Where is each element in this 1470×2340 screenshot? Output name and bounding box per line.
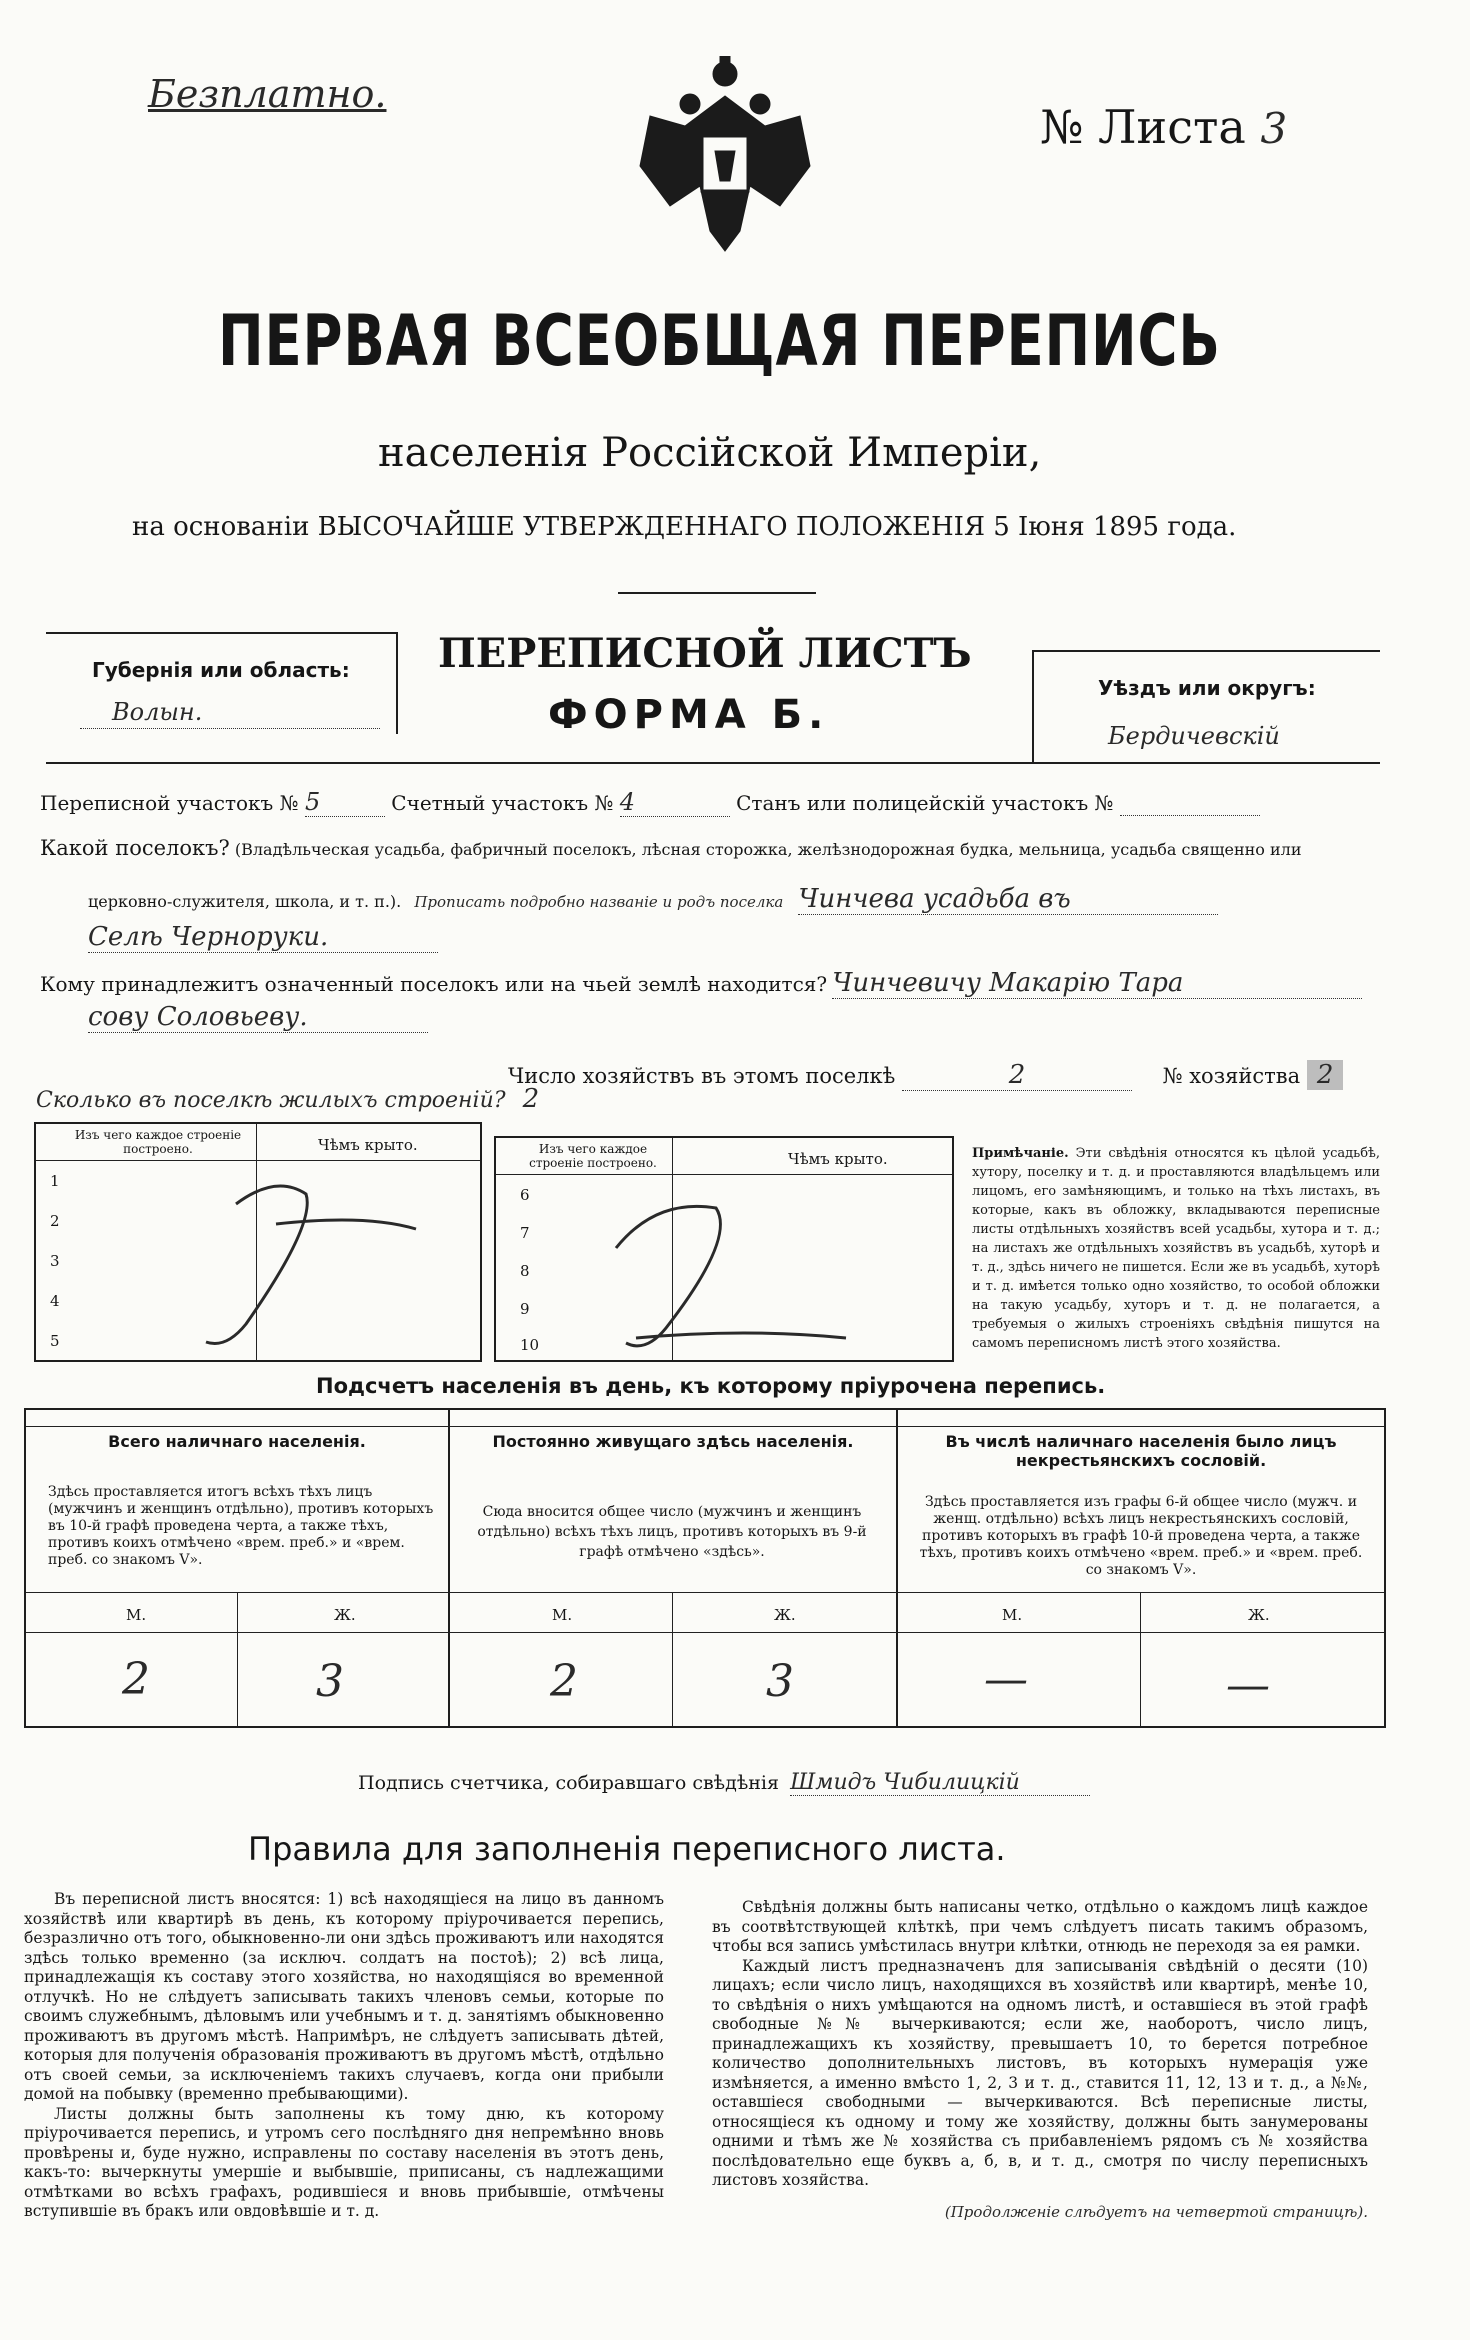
count-value-f-permanent: 3 — [766, 1656, 794, 1707]
row-num-7: 7 — [520, 1224, 530, 1242]
col-building-left: Изъ чего каждое строеніе построено. — [74, 1128, 242, 1156]
imperial-eagle-emblem — [630, 56, 820, 256]
signature-label: Подпись счетчика, собиравшаго свѣдѣнія — [358, 1772, 779, 1794]
note-heading: Примѣчаніе. — [972, 1146, 1069, 1161]
rules-left-paragraph-1: Въ переписной листъ вносятся: 1) всѣ находящіеся на лицо въ данномъ хозяйствѣ или квартирѣ въ день, къ которому пріурочивается перепись, безразлично отъ того, обыкновенно-ли они здѣсь проживаютъ или находятся здѣсь только временно (за исключ. солдатъ на постоѣ); 2) всѣ лица, принадлежащія къ составу этого хозяйства, но находящіяся во временной отлучкѣ. Но не слѣдуетъ записывать такихъ членовъ семьи, которые по своимъ служебнымъ, дѣловымъ или учебнымъ и т. д. занятіямъ обыкновенно проживаютъ въ другомъ мѣстѣ. Напримѣръ, не слѣдуетъ записывать дѣтей, которыя для полученія образованія проживаютъ въ другомъ мѣстѣ, отдѣльно отъ своей семьи, за исключеніемъ такихъ случаевъ, когда они прибыли домой на побывку (временно пребывающими). — [24, 1890, 664, 2103]
uezd-label: Уѣздъ или округъ: — [1098, 676, 1316, 700]
row-num-2: 2 — [50, 1212, 60, 1230]
households-label: Число хозяйствъ въ этомъ поселкѣ — [508, 1064, 896, 1088]
note — [972, 1144, 1380, 1353]
row-num-10: 10 — [520, 1336, 540, 1354]
row-num-3: 3 — [50, 1252, 60, 1270]
guberniya-value: Волын. — [112, 698, 203, 726]
settlement-hint-2: церковно-служителя, школа, и т. п.). — [88, 892, 402, 911]
count-value-f-nonpeasant: — — [1226, 1660, 1270, 1711]
row-num-4: 4 — [50, 1292, 60, 1310]
count-col1-text: Здѣсь проставляется итогъ всѣхъ тѣхъ лицъ (мужчинъ и женщинъ отдѣльно), противъ которыхъ въ 10-й графѣ проведена черта, а также тѣхъ, противъ коихъ отмѣчено «врем. преб.» и «врем. преб. со знакомъ V». — [48, 1484, 434, 1568]
m-label-1: М. — [126, 1606, 147, 1624]
census-district-label: Переписной участокъ № — [40, 791, 299, 815]
stan-label: Станъ или полицейскій участокъ № — [736, 791, 1114, 815]
divider — [618, 592, 816, 594]
settlement-value-1: Чинчева усадьба въ — [798, 884, 1218, 915]
signature-row — [358, 1770, 1090, 1796]
form-label: ФОРМА Б. — [548, 692, 830, 738]
sheet-number-value: 3 — [1260, 104, 1288, 153]
f-label-1: Ж. — [334, 1606, 356, 1624]
owner-value-1: Чинчевичу Макарію Тара — [832, 968, 1362, 999]
f-label-3: Ж. — [1248, 1606, 1270, 1624]
dash-mark-left — [116, 1164, 446, 1354]
counting-district-label: Счетный участокъ № — [391, 791, 614, 815]
households-row — [508, 1060, 1343, 1091]
owner-row — [40, 968, 1362, 999]
basis-line: на основаніи ВЫСОЧАЙШЕ УТВЕРЖДЕННАГО ПОЛОЖЕНІЯ 5 Іюня 1895 года. — [132, 512, 1237, 542]
settlement-question: Какой поселокъ? — [40, 836, 230, 860]
rules-left-column — [24, 1890, 664, 2222]
col-building-right: Изъ чего каждое строеніе построено. — [529, 1142, 657, 1170]
settlement-row-2 — [88, 884, 1380, 915]
col-roof-left: Чѣмъ крыто. — [318, 1136, 418, 1154]
count-value-f-total: 3 — [316, 1656, 344, 1707]
owner-question: Кому принадлежитъ означенный поселокъ или на чьей землѣ находится? — [40, 972, 828, 996]
sheet-number-label: № Листа — [1040, 100, 1246, 154]
count-col3-text: Здѣсь проставляется изъ графы 6-й общее число (мужч. и женщ. отдѣльно) всѣхъ лицъ некрестьянскихъ сословій, противъ которыхъ въ графѣ 10-й проведена черта, а также тѣхъ, противъ коихъ отмѣчено «врем. преб.» и «врем. преб. со знакомъ V». — [919, 1494, 1363, 1578]
households-value: 2 — [902, 1060, 1132, 1091]
districts-row — [40, 788, 1260, 817]
settlement-value-2: Селѣ Черноруки. — [88, 922, 438, 953]
counting-district-value: 4 — [620, 788, 730, 817]
census-district-value: 5 — [305, 788, 385, 817]
rules-continued-note: (Продолженіе слѣдуетъ на четвертой страницѣ). — [944, 2202, 1368, 2221]
guberniya-box — [46, 632, 398, 734]
f-label-2: Ж. — [774, 1606, 796, 1624]
count-table — [24, 1408, 1386, 1728]
rules-left-paragraph-2: Листы должны быть заполнены къ тому дню, къ которому пріурочивается перепись, и утромъ сего послѣдняго дня непремѣнно вновь провѣрены и, буде нужно, исправлены по составу населенія въ этотъ день, какъ-то: вычеркнуты умершіе и выбывшіе, приписаны, съ надлежащими отмѣтками во всѣхъ графахъ, родившіеся и вновь прибывшіе, отмѣчены вступившіе въ бракъ или овдовѣвшіе и т. д. — [24, 2104, 664, 2220]
count-heading: Подсчетъ населенія въ день, къ которому пріурочена перепись. — [316, 1374, 1106, 1398]
count-value-m-total: 2 — [122, 1654, 150, 1705]
household-number-value: 2 — [1307, 1060, 1344, 1090]
row-num-8: 8 — [520, 1262, 530, 1280]
count-value-m-permanent: 2 — [550, 1656, 578, 1707]
buildings-row — [36, 1084, 539, 1114]
sheet-number — [1040, 100, 1287, 154]
count-value-m-nonpeasant: — — [984, 1654, 1028, 1705]
count-col2-text: Сюда вносится общее число (мужчинъ и женщинъ отдѣльно) всѣхъ тѣхъ лицъ, противъ которыхъ въ 9-й графѣ отмѣчено «здѣсь». — [477, 1504, 867, 1560]
form-header-rule — [46, 762, 1380, 764]
uezd-value: Бердичевскій — [1108, 722, 1280, 750]
count-col2-title: Постоянно живущаго здѣсь населенія. — [492, 1432, 854, 1451]
dash-mark-right — [546, 1178, 876, 1358]
stan-value — [1120, 791, 1260, 816]
col-roof-right: Чѣмъ крыто. — [788, 1150, 888, 1168]
signature-value: Шмидъ Чибилицкій — [790, 1770, 1090, 1796]
settlement-hint: (Владѣльческая усадьба, фабричный поселокъ, лѣсная сторожка, желѣзнодорожная будка, мельница, усадьба священно или — [234, 840, 1302, 859]
sheet-title: ПЕРЕПИСНОЙ ЛИСТЪ — [438, 630, 972, 677]
owner-value-2: сову Соловьеву. — [88, 1002, 428, 1033]
free-label: Безплатно. — [148, 72, 387, 116]
row-num-6: 6 — [520, 1186, 530, 1204]
settlement-instruction: Прописать подробно названіе и родъ поселка — [414, 893, 784, 911]
buildings-table-left — [34, 1122, 482, 1362]
note-text: Эти свѣдѣнія относятся къ цѣлой усадьбѣ, хутору, поселку и т. д. и проставляются владѣльцемъ или лицомъ, его замѣняющимъ, и только на тѣхъ листахъ, въ которые, какъ въ обложку, вкладываются переписные листы отдѣльныхъ хозяйствъ всей усадьбы, хутора и т. д.; на листахъ же отдѣльныхъ хозяйствъ въ усадьбѣ, хуторѣ и т. д., здѣсь ничего не пишется. Если же въ усадьбѣ, хуторѣ и т. д. имѣется только одно хозяйство, то особой обложки на такую усадьбу, хуторъ и т. д. не полагается, а требуемыя о жилыхъ строеніяхъ свѣдѣнія пишутся на самомъ переписномъ листѣ этого хозяйства. — [972, 1146, 1380, 1351]
row-num-9: 9 — [520, 1300, 530, 1318]
page-subtitle: населенія Россійской Имперіи, — [378, 430, 1042, 476]
rules-right-column — [712, 1898, 1368, 2221]
guberniya-label: Губернія или область: — [92, 658, 350, 682]
count-col1-title: Всего наличнаго населенія. — [108, 1432, 366, 1451]
m-label-3: М. — [1002, 1606, 1023, 1624]
buildings-table-right — [494, 1136, 954, 1362]
m-label-2: М. — [552, 1606, 573, 1624]
rules-right-paragraph-2: Каждый листъ предназначенъ для записыванія свѣдѣній о десяти (10) лицахъ; если число лицъ, находящихся въ хозяйствѣ или квартирѣ, менѣе 10, то свѣдѣнія о нихъ умѣщаются на одномъ листѣ, и оставшіеся въ этой графѣ свободные №№ вычеркиваются; если же, наоборотъ, число лицъ, принадлежащихъ къ хозяйству, превышаетъ 10, то берется потребное количество дополнительныхъ листовъ, въ которыхъ нумерація уже измѣняется, а именно вмѣсто 1, 2, 3 и т. д., ставится 11, 12, 13 и т. д., а №№, оставшіеся свободными — вычеркиваются. Всѣ переписные листы, относящіеся къ одному и тому же хозяйству, должны быть занумерованы одними и тѣмъ же № хозяйства съ прибавленіемъ рядомъ съ № хозяйства послѣдовательно еще буквъ а, б, в, и т. д., смотря по числу переписныхъ листовъ хозяйства. — [712, 1956, 1368, 2189]
guberniya-dots — [80, 728, 380, 729]
settlement-row-1 — [40, 836, 1400, 860]
count-col3-title: Въ числѣ наличнаго населенія было лицъ некрестьянскихъ сословій. — [945, 1432, 1337, 1470]
rules-title: Правила для заполненія переписного листа. — [248, 1830, 1006, 1868]
rules-right-paragraph-1: Свѣдѣнія должны быть написаны четко, отдѣльно о каждомъ лицѣ каждое въ соотвѣтствующей клѣткѣ, при чемъ слѣдуетъ писать такимъ образомъ, чтобы вся запись умѣстилась внутри клѣтки, отнюдь не переходя за ея рамки. — [712, 1898, 1368, 1955]
buildings-label: Сколько въ поселкѣ жилыхъ строеній? — [36, 1088, 506, 1113]
row-num-5: 5 — [50, 1332, 60, 1350]
page-title: ПЕРВАЯ ВСЕОБЩАЯ ПЕРЕПИСЬ — [218, 300, 1221, 382]
row-num-1: 1 — [50, 1172, 60, 1190]
buildings-value: 2 — [522, 1084, 540, 1114]
household-number-label: № хозяйства — [1162, 1064, 1301, 1088]
